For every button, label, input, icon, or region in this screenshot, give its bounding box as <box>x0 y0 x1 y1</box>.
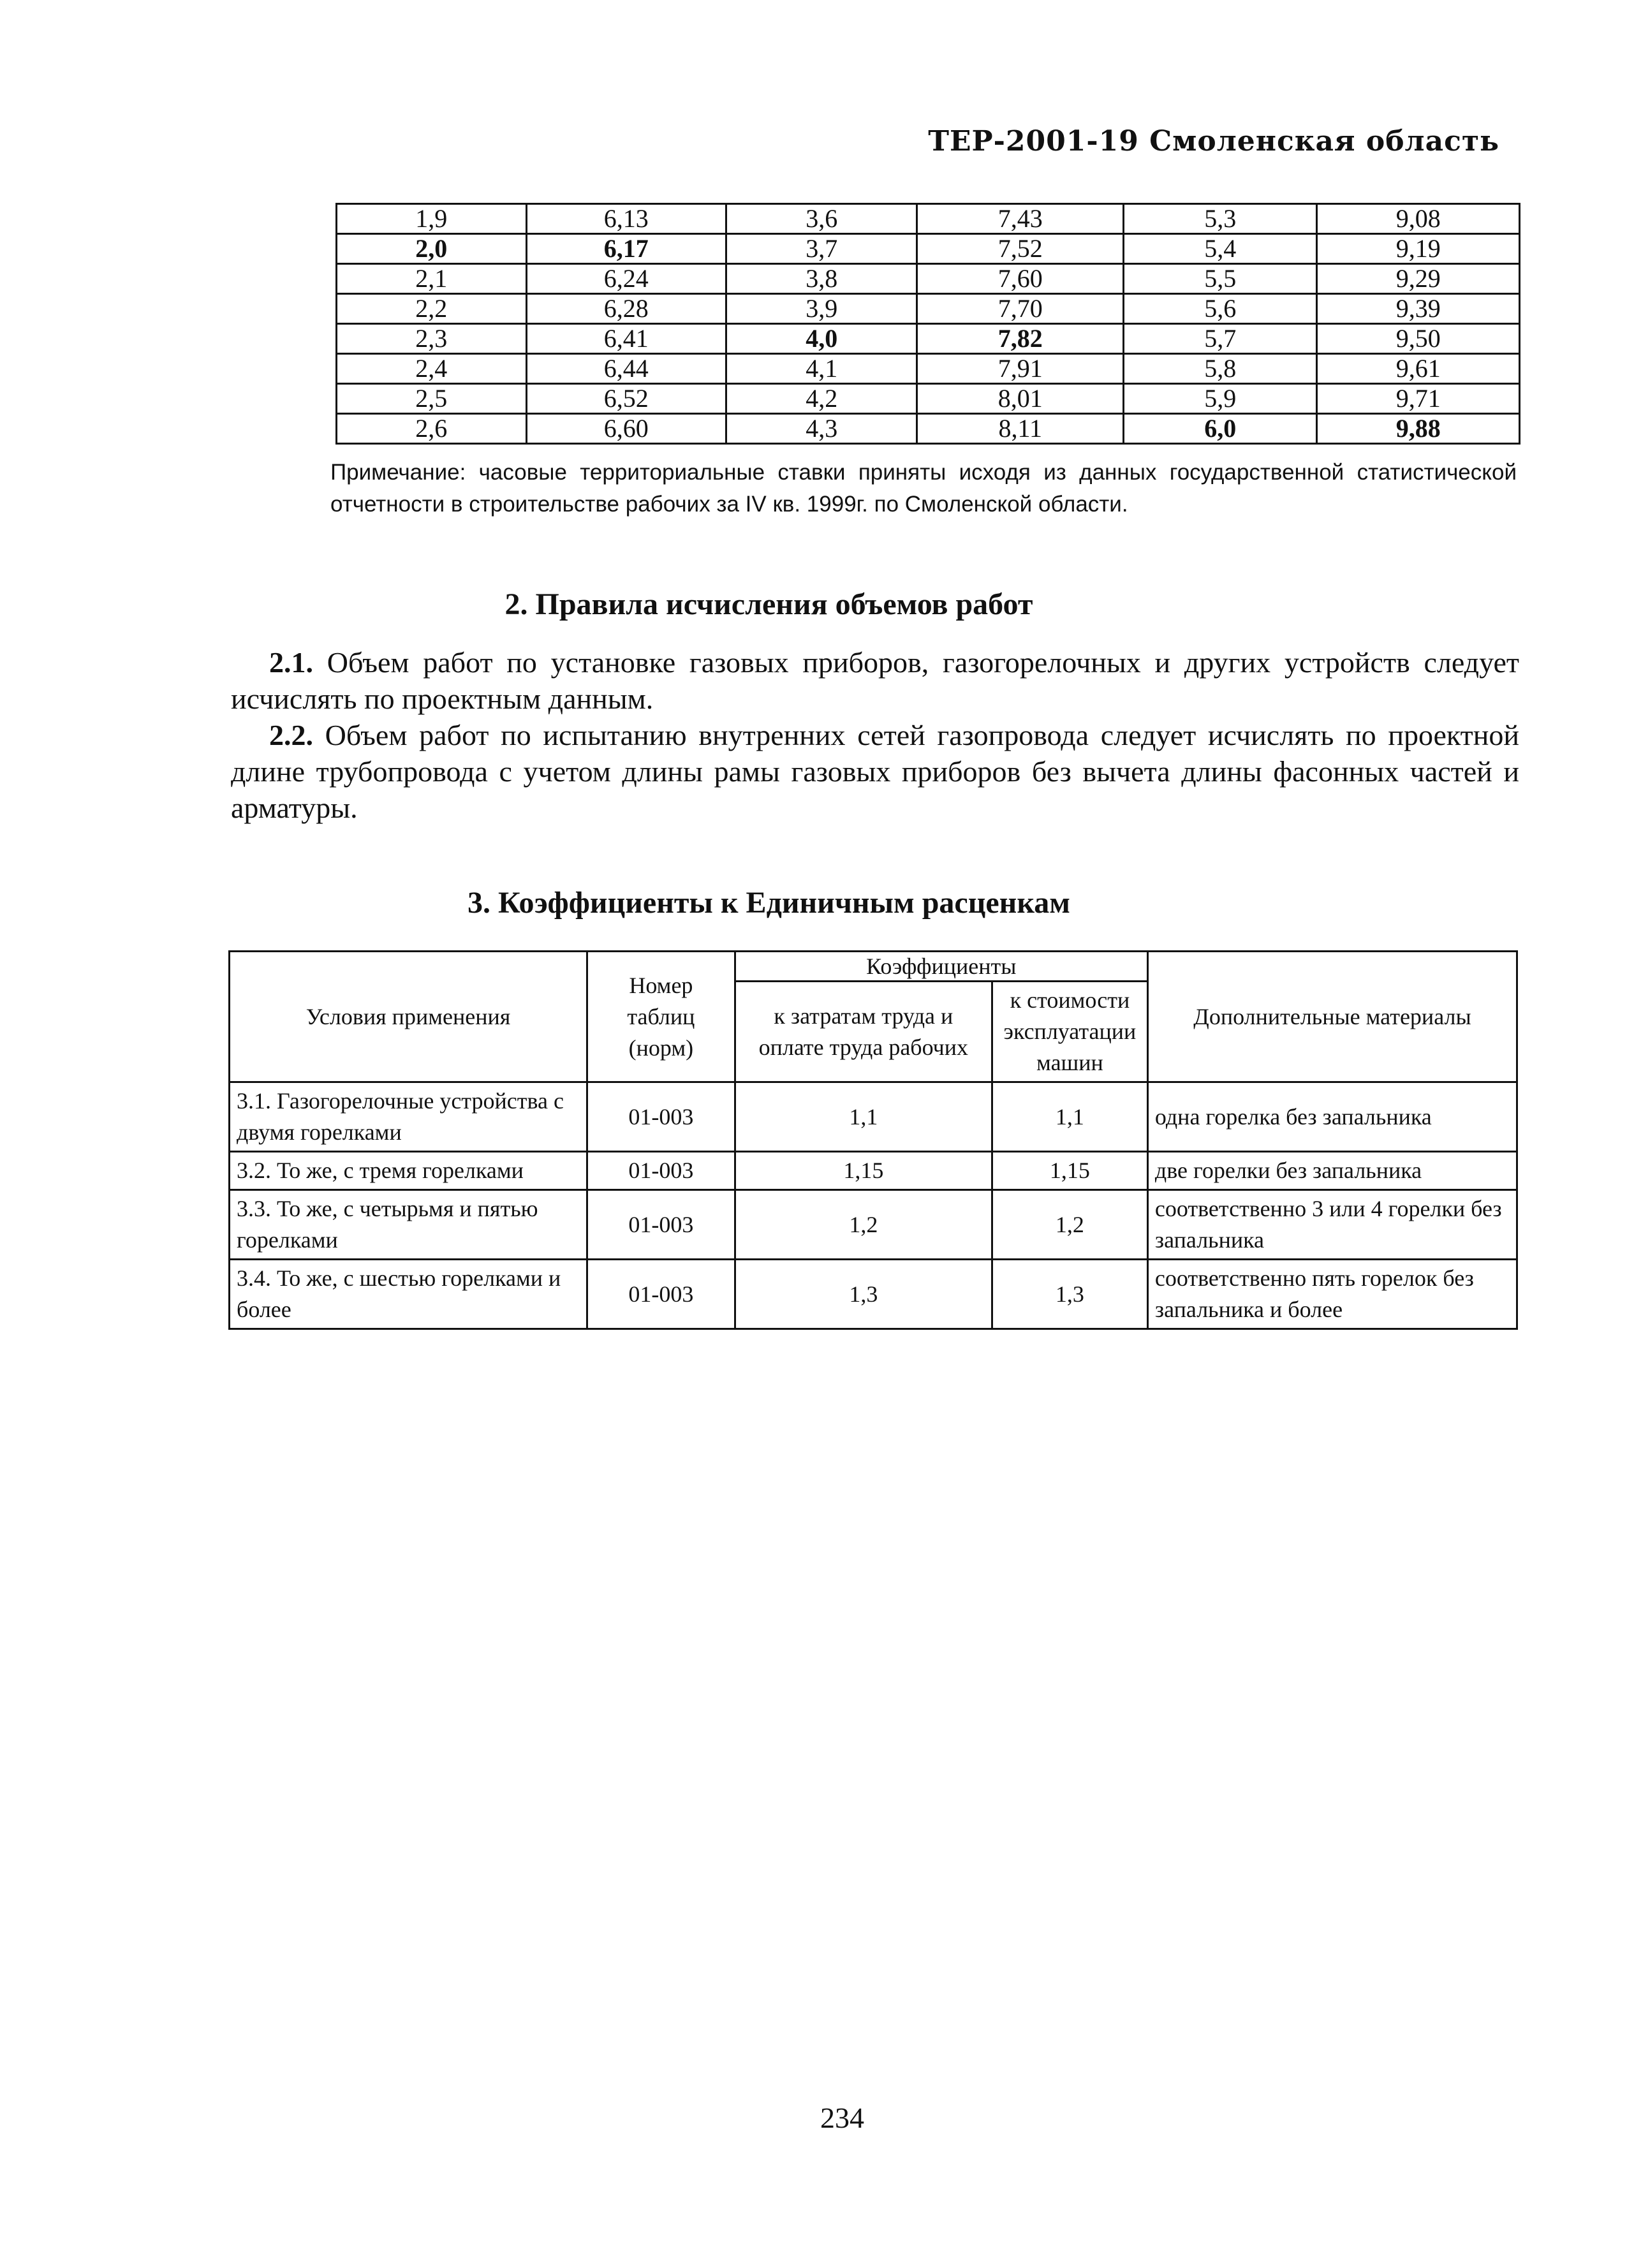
coefficient-row <box>230 1190 1517 1260</box>
materials-cell: две горелки без запальника <box>1147 1152 1517 1190</box>
rate-cell: 7,70 <box>917 294 1123 324</box>
rate-cell: 6,44 <box>526 354 726 384</box>
rate-cell: 6,17 <box>526 234 726 264</box>
coefficients-table <box>228 950 1518 1330</box>
rate-cell: 3,8 <box>726 264 917 294</box>
condition-cell: 3.1. Газогорелочные устройства с двумя горелками <box>230 1082 587 1152</box>
rate-row <box>337 354 1520 384</box>
paragraph-number: 2.1. <box>269 646 313 679</box>
rate-cell: 4,3 <box>726 414 917 444</box>
rate-cell: 9,61 <box>1317 354 1520 384</box>
rate-cell: 5,6 <box>1123 294 1316 324</box>
rate-cell: 2,1 <box>337 264 527 294</box>
materials-cell: соответственно пять горелок без запальника и более <box>1147 1260 1517 1329</box>
section-2-title: 2. Правила исчисления объемов работ <box>504 587 1033 621</box>
rate-cell: 9,50 <box>1317 324 1520 354</box>
paragraph-text: Объем работ по установке газовых приборов, газогорелочных и других устройств следует исчислять по проектным данным. <box>231 646 1519 715</box>
rate-cell: 5,3 <box>1123 204 1316 234</box>
rate-cell: 1,9 <box>337 204 527 234</box>
rate-cell: 5,8 <box>1123 354 1316 384</box>
rate-cell: 2,6 <box>337 414 527 444</box>
materials-cell: одна горелка без запальника <box>1147 1082 1517 1152</box>
rate-cell: 6,41 <box>526 324 726 354</box>
rate-cell: 2,5 <box>337 384 527 414</box>
rate-cell: 5,9 <box>1123 384 1316 414</box>
rate-cell: 6,60 <box>526 414 726 444</box>
rate-cell: 4,2 <box>726 384 917 414</box>
paragraph-text: Объем работ по испытанию внутренних сетей газопровода следует исчислять по проектной длине трубопровода с учетом длины рамы газовых приборов без вычета длины фасонных частей и арматуры. <box>231 719 1520 824</box>
rate-cell: 2,4 <box>337 354 527 384</box>
rate-cell: 2,2 <box>337 294 527 324</box>
rate-row <box>337 324 1520 354</box>
condition-cell: 3.4. То же, с шестью горелками и более <box>230 1260 587 1329</box>
rate-cell: 9,88 <box>1317 414 1520 444</box>
condition-cell: 3.2. То же, с тремя горелками <box>230 1152 587 1190</box>
section-3-title: 3. Коэффициенты к Единичным расценкам <box>467 886 1070 920</box>
rate-cell: 8,01 <box>917 384 1123 414</box>
condition-cell: 3.3. То же, с четырьмя и пятью горелками <box>230 1190 587 1260</box>
rate-cell: 3,9 <box>726 294 917 324</box>
page-number: 234 <box>820 2102 864 2134</box>
machine-coef-cell: 1,2 <box>992 1190 1147 1260</box>
rate-cell: 9,29 <box>1317 264 1520 294</box>
labor-coef-cell: 1,15 <box>735 1152 992 1190</box>
rate-cell: 6,24 <box>526 264 726 294</box>
hourly-rate-table <box>335 203 1520 445</box>
rate-row <box>337 234 1520 264</box>
paragraph-2-2 <box>231 717 1519 826</box>
rate-cell: 6,13 <box>526 204 726 234</box>
table-number-cell: 01-003 <box>587 1082 735 1152</box>
rate-cell: 9,39 <box>1317 294 1520 324</box>
rate-cell: 9,19 <box>1317 234 1520 264</box>
coefficient-row <box>230 1082 1517 1152</box>
rate-cell: 7,82 <box>917 324 1123 354</box>
rate-row <box>337 294 1520 324</box>
rate-cell: 5,5 <box>1123 264 1316 294</box>
rate-cell: 7,91 <box>917 354 1123 384</box>
materials-cell: соответственно 3 или 4 горелки без запальника <box>1147 1190 1517 1260</box>
rate-row <box>337 414 1520 444</box>
rate-cell: 6,28 <box>526 294 726 324</box>
rate-cell: 4,0 <box>726 324 917 354</box>
rate-row <box>337 384 1520 414</box>
rate-cell: 9,08 <box>1317 204 1520 234</box>
header-labor: к затратам труда и оплате труда рабочих <box>735 982 992 1082</box>
header-table-number: Номер таблиц (норм) <box>587 952 735 1082</box>
rate-cell: 6,52 <box>526 384 726 414</box>
rate-cell: 6,0 <box>1123 414 1316 444</box>
rate-row <box>337 204 1520 234</box>
paragraph-2-1 <box>231 644 1519 717</box>
rate-cell: 9,71 <box>1317 384 1520 414</box>
table-number-cell: 01-003 <box>587 1260 735 1329</box>
labor-coef-cell: 1,3 <box>735 1260 992 1329</box>
rate-cell: 2,3 <box>337 324 527 354</box>
rate-row <box>337 264 1520 294</box>
machine-coef-cell: 1,1 <box>992 1082 1147 1152</box>
rate-cell: 7,43 <box>917 204 1123 234</box>
rate-cell: 3,6 <box>726 204 917 234</box>
rate-cell: 4,1 <box>726 354 917 384</box>
document-header: ТЕР-2001-19 Смоленская область <box>928 125 1499 158</box>
paragraph-number: 2.2. <box>269 719 313 751</box>
coefficient-row <box>230 1260 1517 1329</box>
coefficient-row <box>230 1152 1517 1190</box>
header-materials: Дополнительные материалы <box>1147 952 1517 1082</box>
table-note: Примечание: часовые территориальные ставки приняты исходя из данных государственной статистической отчетности в строительстве рабочих за IV кв. 1999г. по Смоленской области. <box>330 460 1517 517</box>
table-number-cell: 01-003 <box>587 1152 735 1190</box>
rate-cell: 7,52 <box>917 234 1123 264</box>
header-machines: к стоимости эксплуатации машин <box>992 982 1147 1082</box>
rate-cell: 5,4 <box>1123 234 1316 264</box>
table-number-cell: 01-003 <box>587 1190 735 1260</box>
rate-cell: 5,7 <box>1123 324 1316 354</box>
rate-cell: 3,7 <box>726 234 917 264</box>
machine-coef-cell: 1,15 <box>992 1152 1147 1190</box>
rate-cell: 8,11 <box>917 414 1123 444</box>
rate-cell: 7,60 <box>917 264 1123 294</box>
header-coefficients: Коэффициенты <box>735 952 1147 982</box>
machine-coef-cell: 1,3 <box>992 1260 1147 1329</box>
labor-coef-cell: 1,2 <box>735 1190 992 1260</box>
rate-cell: 2,0 <box>337 234 527 264</box>
labor-coef-cell: 1,1 <box>735 1082 992 1152</box>
header-conditions: Условия применения <box>230 952 587 1082</box>
